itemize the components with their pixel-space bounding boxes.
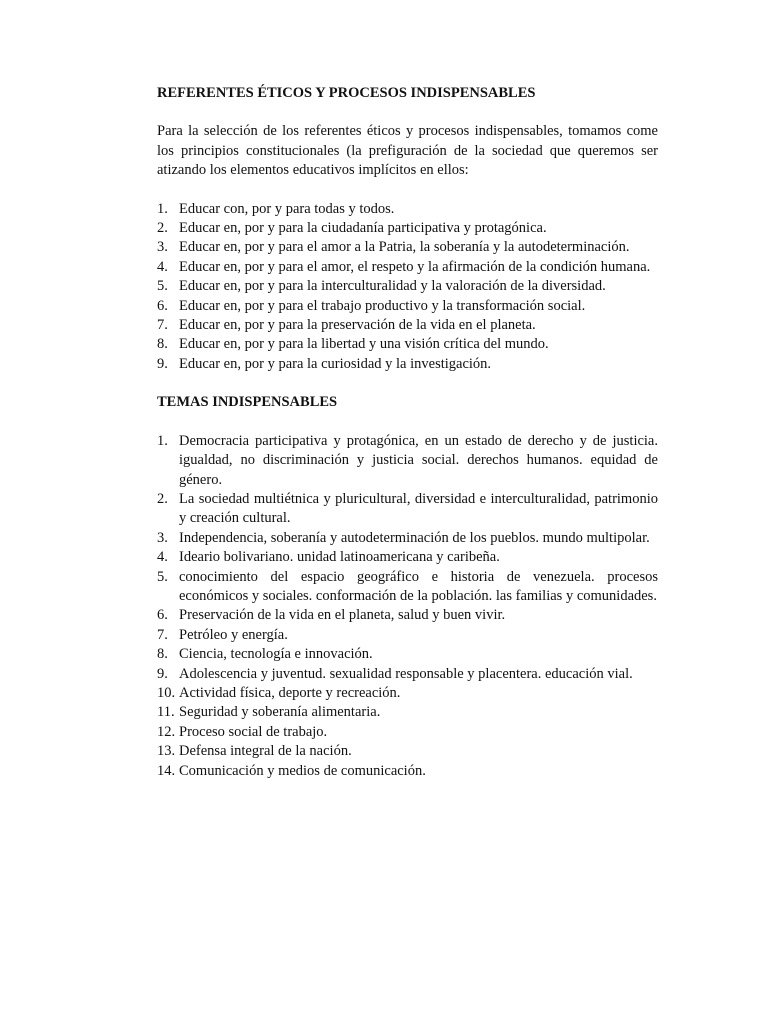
section-essential-topics (157, 393, 658, 781)
list-item-number: 6. (157, 297, 168, 314)
list-item-text: Preservación de la vida en el planeta, salud y buen vivir. (179, 607, 506, 624)
list-item-text: Educar en, por y para el amor, el respeto y la afirmación de la condición humana. (179, 258, 651, 275)
list-item (157, 297, 658, 316)
list-item (157, 762, 658, 781)
list-item-number: 14. (157, 762, 176, 779)
list-item-number: 2. (157, 490, 168, 507)
list-item (157, 258, 658, 277)
list-item (157, 316, 658, 335)
list-item (157, 568, 658, 607)
list-item (157, 548, 658, 567)
list-item-text: Ideario bolivariano. unidad latinoamericana y caribeña. (179, 549, 500, 566)
list-item (157, 432, 658, 490)
list-item-number: 6. (157, 607, 168, 624)
list-item-number: 9. (157, 355, 168, 372)
list-item-text: conocimiento del espacio geográfico e historia de venezuela. procesos económicos y sociales. conformación de la población. las familias y comunidades. (179, 568, 658, 604)
list-item-number: 11. (157, 704, 175, 721)
list-item (157, 665, 658, 684)
list-item-number: 9. (157, 665, 168, 682)
list-item-number: 4. (157, 258, 168, 275)
list-item (157, 355, 658, 374)
list-item-text: Democracia participativa y protagónica, en un estado de derecho y de justicia. igualdad, no discriminación y justicia social. derechos humanos. equidad de género. (179, 432, 658, 488)
list-item (157, 684, 658, 703)
list-item-number: 3. (157, 529, 168, 546)
list-item-number: 5. (157, 278, 168, 295)
list-item-number: 5. (157, 568, 168, 585)
list-item-text: Petróleo y energía. (179, 626, 288, 643)
list-item-text: Seguridad y soberanía alimentaria. (179, 704, 381, 721)
list-item (157, 277, 658, 296)
document-page (157, 84, 658, 781)
section-title-ethical-references: REFERENTES ÉTICOS Y PROCESOS INDISPENSABLES (157, 85, 536, 101)
list-item-text: Independencia, soberanía y autodeterminación de los pueblos. mundo multipolar. (179, 529, 650, 546)
list-item-number: 10. (157, 684, 176, 701)
list-item-text: Educar con, por y para todas y todos. (179, 200, 395, 217)
list-item-text: Educar en, por y para el trabajo productivo y la transformación social. (179, 297, 586, 314)
list-item-text: Defensa integral de la nación. (179, 743, 352, 760)
list-item-number: 7. (157, 317, 168, 334)
list-item-number: 4. (157, 549, 168, 566)
list-item-number: 12. (157, 723, 176, 740)
list-item (157, 723, 658, 742)
list-item-number: 7. (157, 626, 168, 643)
list-item-text: Educar en, por y para la interculturalidad y la valoración de la diversidad. (179, 278, 606, 295)
list-item-number: 8. (157, 646, 168, 663)
intro-paragraph: Para la selección de los referentes éticos y procesos indispensables, tomamos come los principios constitucionales (la prefiguración de la sociedad que queremos ser atizando los elementos educativos implícitos en ellos: (157, 123, 658, 179)
list-item-text: Educar en, por y para el amor a la Patria, la soberanía y la autodeterminación. (179, 239, 630, 256)
ethical-references-list (157, 200, 658, 375)
list-item-number: 1. (157, 432, 168, 449)
list-item-text: Educar en, por y para la preservación de la vida en el planeta. (179, 317, 536, 334)
list-item-text: Adolescencia y juventud. sexualidad responsable y placentera. educación vial. (179, 665, 633, 682)
list-item-text: Educar en, por y para la curiosidad y la investigación. (179, 355, 492, 372)
list-item (157, 200, 658, 219)
list-item-text: Ciencia, tecnología e innovación. (179, 646, 373, 663)
list-item (157, 645, 658, 664)
list-item (157, 703, 658, 722)
list-item-text: Actividad física, deporte y recreación. (179, 684, 401, 701)
list-item (157, 335, 658, 354)
list-item-text: Educar en, por y para la libertad y una visión crítica del mundo. (179, 336, 549, 353)
list-item-number: 13. (157, 743, 176, 760)
list-item (157, 219, 658, 238)
section-title-essential-topics: TEMAS INDISPENSABLES (157, 394, 338, 411)
list-item-number: 2. (157, 220, 168, 237)
list-item (157, 490, 658, 529)
list-item-number: 8. (157, 336, 168, 353)
list-item-text: Proceso social de trabajo. (179, 723, 328, 740)
list-item-number: 1. (157, 200, 168, 217)
list-item (157, 606, 658, 625)
list-item (157, 529, 658, 548)
essential-topics-list (157, 432, 658, 781)
list-item-text: Educar en, por y para la ciudadanía participativa y protagónica. (179, 220, 547, 237)
list-item (157, 626, 658, 645)
list-item (157, 742, 658, 761)
list-item-text: La sociedad multiétnica y pluricultural, diversidad e interculturalidad, patrimonio y creación cultural. (179, 490, 658, 527)
list-item (157, 238, 658, 257)
list-item-text: Comunicación y medios de comunicación. (179, 762, 426, 779)
list-item-number: 3. (157, 239, 168, 256)
section-ethical-references (157, 84, 658, 374)
